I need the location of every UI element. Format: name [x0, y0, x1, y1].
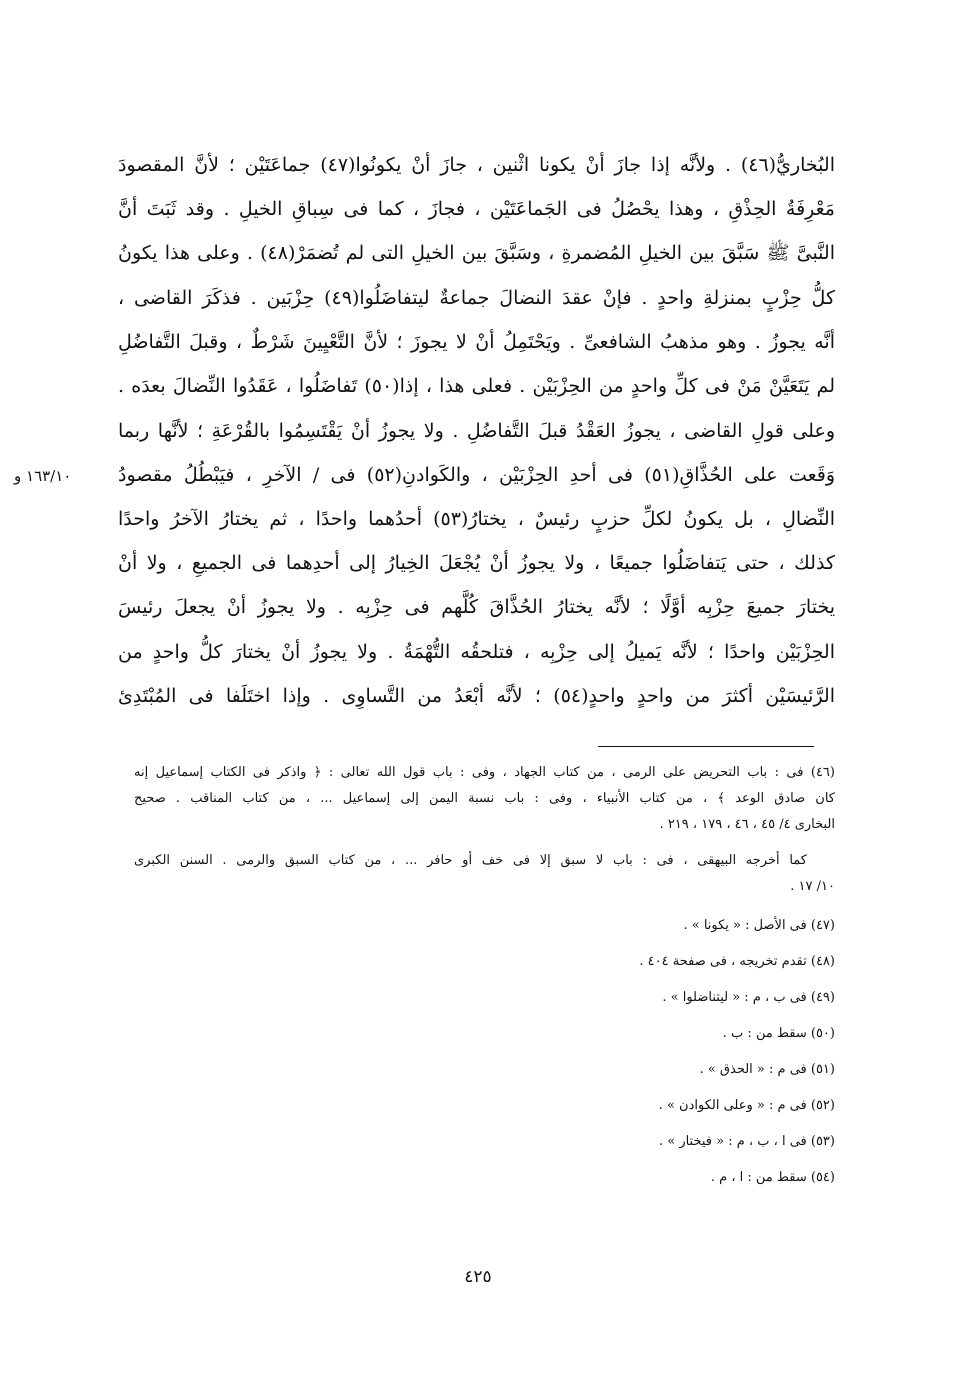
text-line: كلُّ حِزْبٍ بمنزلةِ واحدٍ . فإنْ عقدَ النضالَ جماعةٌ ليتفاضَلُوا(٤٩) حِزْبَين . فذكَرَ القاضى ،: [118, 287, 835, 309]
footnote-50: (٥٠) سقط من : ب .: [722, 1026, 835, 1041]
footnote-49: (٤٩) فى ب ، م : « ليتناضلوا » .: [662, 990, 835, 1005]
text-line: كذلك ، حتى يَتفاضَلُوا جميعًا ، ولا يجوزُ أنْ يُجْعَلَ الخِيارُ إلى أحدِهما فى الجميعِ ، ولا أنْ: [118, 552, 835, 574]
footnote-line: كما أخرجه البيهقى ، فى : باب لا سبق إلا فى خف أو حافر ... ، من كتاب السبق والرمى . السنن الكبرى: [134, 853, 807, 868]
text-line: يختارَ جميعَ حِزْبِه أوَّلًا ؛ لأنَّه يختارُ الحُذَّاقَ كُلَّهم فى حِزْبِه . ولا يجوزُ أنْ يجعلَ رئيسَ: [118, 596, 835, 618]
footnote-54: (٥٤) سقط من : ا ، م .: [710, 1170, 835, 1185]
footnote-separator: [598, 746, 814, 747]
text-line: الحِزْبَيْن واحدًا ؛ لأنَّه يَميلُ إلى حِزْبِه ، فتلحقُه التُّهْمَةُ . ولا يجوزُ أنْ يختارَ كلُّ واحدٍ من: [118, 641, 835, 663]
text-line: مَعْرِفَةُ الحِذْقِ ، وهذا يحْصُلُ فى الجَماعَتَيْن ، فجازَ ، كما فى سِباقِ الخيلِ . وقد ثَبَتَ أنَّ: [118, 198, 835, 220]
footnote-line: ١٠/ ١٧ .: [790, 879, 835, 894]
footnote-51: (٥١) فى م : « الحذق » .: [699, 1062, 835, 1077]
text-line: لم يَتَعَيَّنْ مَنْ فى كلِّ واحدٍ من الحِزْبَيْن . فعلى هذا ، إذا(٥٠) تَفاضَلُوا ، عَقَدُوا النِّضالَ بعدَه .: [118, 375, 835, 397]
footnote-line: (٤٦) فى : باب التحريض على الرمى ، من كتاب الجهاد ، وفى : باب قول الله تعالى : ﴿ واذكر فى الكتاب إسماعيل إنه: [134, 765, 835, 780]
footnote-52: (٥٢) فى م : « وعلى الكوادن » .: [658, 1098, 835, 1113]
text-line: النَّبىَّ ﷺ سَبَّقَ بين الخيلِ المُضمرةِ ، وسَبَّقَ بين الخيلِ التى لم تُضمَرْ(٤٨) . وعلى هذا يكونُ: [118, 242, 835, 264]
footnote-line: كان صادق الوعد ﴾ ، من كتاب الأنبياء ، وفى : باب نسبة اليمن إلى إسماعيل ... ، من كتاب المناقب . صحيح: [134, 791, 835, 806]
footnote-47: (٤٧) فى الأصل : « يكونا » .: [683, 918, 835, 933]
text-line: النِّضالِ ، بل يكونُ لكلِّ حزبٍ رئيسٌ ، يختارُ(٥٣) أحدُهما واحدًا ، ثم يختارُ الآخرُ واحدًا: [118, 508, 835, 530]
footnote-48: (٤٨) تقدم تخريجه ، فى صفحة ٤٠٤ .: [639, 954, 835, 969]
text-line: البُخاريُّ(٤٦) . ولأنَّه إذا جازَ أنْ يكونا اثْنين ، جازَ أنْ يكونُوا(٤٧) جماعَتَيْن ؛ لأنَّ المقصودَ: [118, 154, 835, 176]
text-line: وَقَعت على الحُذَّاقِ(٥١) فى أحدِ الحِزْبَيْن ، والكَوادنِ(٥٢) فى / الآخرِ ، فيَبْطُلُ مقصودُ: [118, 464, 835, 486]
page-number: ٤٢٥: [464, 1267, 492, 1287]
text-line: أنَّه يجوزُ . وهو مذهبُ الشافعىِّ . ويَحْتَمِلُ أنْ لا يجوزَ ؛ لأنَّ التَّعْيِينَ شَرْطٌ ، وقبلَ التَّفاضُلِ: [118, 331, 835, 353]
text-line: وعلى قولِ القاضى ، يجوزُ العَقْدُ قبلَ التَّفاضُلِ . ولا يجوزُ أنْ يَقْتَسِمُوا بالقُرْعَةِ ؛ لأنَّها ربما: [118, 420, 835, 442]
footnote-line: البخارى ٤/ ٤٥ ، ٤٦ ، ١٧٩ ، ٢١٩ .: [659, 817, 835, 832]
margin-folio-reference: ١٦٣/١٠ و: [14, 467, 72, 485]
text-line: الرَّئيسَيْن أكثرَ من واحدٍ واحدٍ(٥٤) ؛ لأنَّه أبْعَدُ من التَّساوِى . وإذا اختَلَفا فى المُبْتَدِئ: [118, 685, 835, 707]
footnote-53: (٥٣) فى ا ، ب ، م : « فيختار » .: [658, 1134, 835, 1149]
